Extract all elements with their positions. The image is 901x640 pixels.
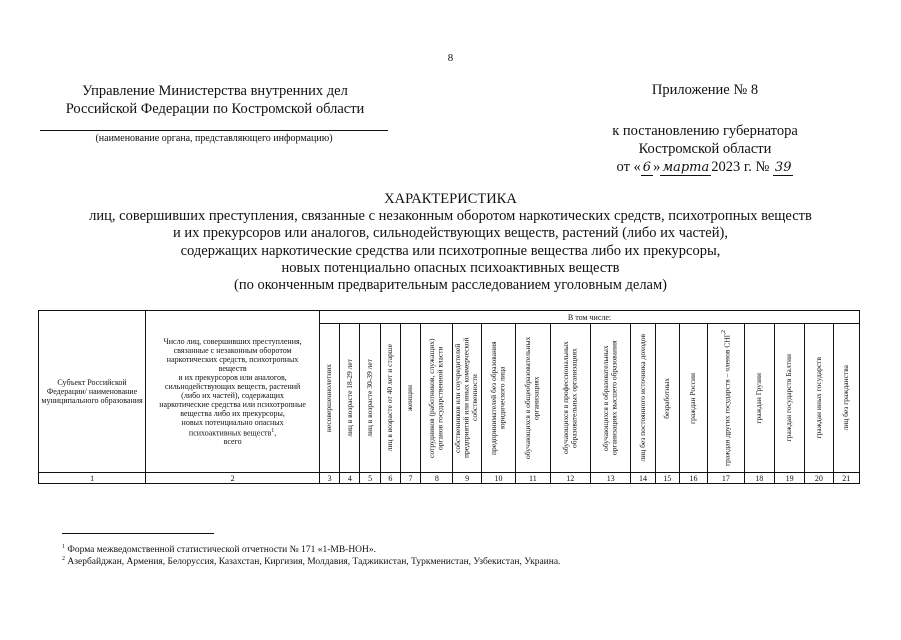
header-total-line: вещества либо их прекурсоры, <box>180 408 285 418</box>
header-total-line: наркотических средств, психотропных <box>166 354 299 364</box>
footnote-1: $^1$ Форма межведомственной статистической отчетности № 171 «1-МВ-НОН». <box>62 544 377 556</box>
title-line: содержащих наркотические средства или психотропные вещества либо их прекурсоры, <box>180 242 721 259</box>
date-month: марта <box>662 160 710 175</box>
date-year: 2023 г. № <box>711 159 770 175</box>
header-stateless: лиц без гражданства <box>833 324 859 473</box>
header-total-line: связанные с незаконным оборотом <box>173 345 292 355</box>
header-vocational-students: обучающихся в профессиональных образовательных организациях <box>550 324 590 473</box>
resolution-line-1: к постановлению губернатора <box>612 123 798 139</box>
header-total-line: новых потенциально опасных <box>181 417 284 427</box>
resolution-date <box>590 158 820 177</box>
header-russian-citizens: граждан России <box>679 324 707 473</box>
column-number: 7 <box>400 473 420 484</box>
page-number: 8 <box>447 52 454 64</box>
resolution-number: 39 <box>774 160 792 175</box>
column-number: 20 <box>805 473 833 484</box>
organization-block <box>40 82 390 118</box>
resolution-line-2: Костромской области <box>638 141 772 157</box>
header-cis-citizens: граждан других государств – членов СНГ$^2$ <box>708 324 744 473</box>
column-number: 3 <box>320 473 340 484</box>
header-state-employees: сотрудников (работников, служащих) органов государственной власти <box>421 324 453 473</box>
column-number: 5 <box>360 473 380 484</box>
header-minors: несовершеннолетних <box>320 324 340 473</box>
title-heading: ХАРАКТЕРИСТИКА <box>384 191 517 207</box>
header-georgia-citizens: граждан Грузии <box>744 324 774 473</box>
header-total-line: наркотические средства или психотропные <box>159 399 306 409</box>
characteristics-table <box>38 310 860 484</box>
header-total-line: психоактивных веществ$^1$, <box>188 427 277 438</box>
title-line: новых потенциально опасных психоактивных веществ <box>281 259 620 276</box>
header-no-income: лиц без постоянного источника доходов <box>631 324 655 473</box>
column-number: 19 <box>774 473 804 484</box>
column-number: 10 <box>481 473 515 484</box>
column-number: 16 <box>679 473 707 484</box>
date-day: 6 <box>642 160 652 175</box>
column-number: 1 <box>39 473 146 484</box>
header-school-students: обучающихся в общеобразовательных организациях <box>516 324 550 473</box>
footnote-2: $^2$ Азербайджан, Армения, Белоруссия, Казахстан, Киргизия, Молдавия, Таджикистан, Туркменистан, Узбекистан, Украина. <box>62 556 561 568</box>
column-number: 9 <box>453 473 481 484</box>
header-age-18-29: лиц в возрасте 18-29 лет <box>340 324 360 473</box>
header-owners: собственников или соучредителей предприятий или иных коммерческой собственности <box>453 324 481 473</box>
header-total-line: веществ <box>218 363 247 373</box>
document-title <box>0 191 901 294</box>
resolution-block <box>590 122 820 177</box>
footnote-divider <box>62 533 214 534</box>
title-line: (по оконченным предварительным расследованием уголовным делам) <box>233 277 667 294</box>
header-women: женщин <box>400 324 420 473</box>
column-number: 21 <box>833 473 859 484</box>
header-total-line: (либо их частей), содержащих <box>181 390 285 400</box>
column-number: 12 <box>550 473 590 484</box>
organization-line-1: Управление Министерства внутренних дел <box>82 83 348 99</box>
header-other-citizens: граждан иных государств <box>805 324 833 473</box>
column-number: 14 <box>631 473 655 484</box>
header-age-40-plus: лиц в возрасте от 40 лет и старше <box>380 324 400 473</box>
header-age-30-39: лиц в возрасте 30-39 лет <box>360 324 380 473</box>
header-group-including: В том числе: <box>320 311 860 324</box>
header-subject: Субъект Российской Федерации/ наименование муниципального образования <box>39 311 146 473</box>
column-number: 4 <box>340 473 360 484</box>
date-prefix: от « <box>616 159 641 175</box>
header-total-line: сильнодействующих веществ, растений <box>164 381 301 391</box>
column-number: 6 <box>380 473 400 484</box>
title-line: и их прекурсоров или аналогов, сильнодействующих веществ, растений (либо их частей), <box>173 225 728 242</box>
header-total <box>146 311 320 473</box>
header-unemployed: безработных <box>655 324 679 473</box>
column-number: 18 <box>744 473 774 484</box>
header-entrepreneurs: предпринимателей без образования юридического лица <box>481 324 515 473</box>
header-university-students: обучающихся в образовательных организациях высшего образования <box>590 324 630 473</box>
header-total-line: всего <box>223 437 242 447</box>
column-number: 17 <box>708 473 744 484</box>
header-total-line: Число лиц, совершивших преступления, <box>163 336 302 346</box>
organization-caption: (наименование органа, представляющего информацию) <box>95 133 333 144</box>
column-number: 2 <box>146 473 320 484</box>
column-number: 15 <box>655 473 679 484</box>
column-number: 8 <box>421 473 453 484</box>
column-number: 11 <box>516 473 550 484</box>
header-baltic-citizens: граждан государств Балтии <box>774 324 804 473</box>
header-total-line: и их прекурсоров или аналогов, <box>178 372 287 382</box>
title-line: лиц, совершивших преступления, связанные с незаконным оборотом наркотических средств, психотропных веществ <box>89 208 812 225</box>
appendix-title: Приложение № 8 <box>651 82 759 98</box>
date-mid: » <box>653 159 661 175</box>
organization-underline <box>40 130 388 131</box>
column-number: 13 <box>590 473 630 484</box>
organization-line-2: Российской Федерации по Костромской области <box>65 101 365 117</box>
